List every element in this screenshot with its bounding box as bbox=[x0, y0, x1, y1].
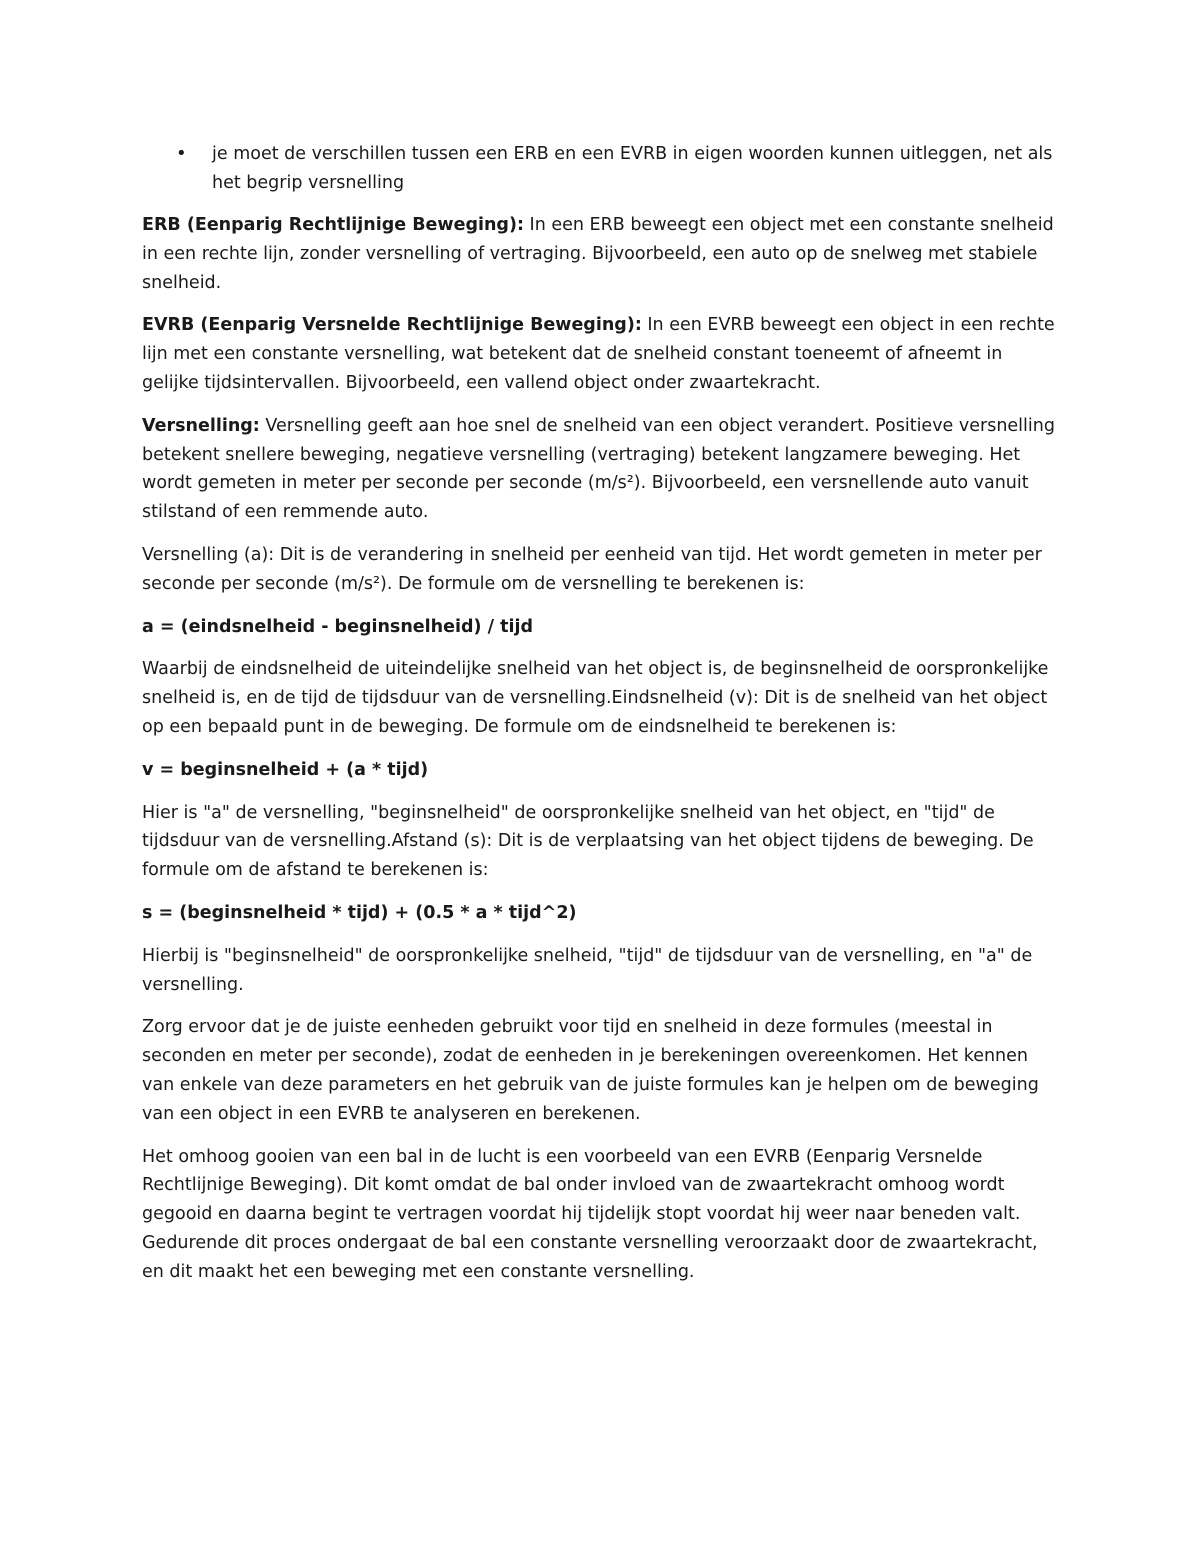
units-note: Zorg ervoor dat je de juiste eenheden gebruikt voor tijd en snelheid in deze formules (meestal in seconden en meter per seconde), zodat de eenheden in je berekeningen overeenkomen. Het kennen van enkele van deze parameters en het gebruik van de juiste formules kan je helpen om de beweging van een object in een EVRB te analyseren en berekenen. bbox=[142, 1017, 1039, 1124]
document-page bbox=[142, 140, 1062, 1301]
acceleration-intro: Versnelling (a): Dit is de verandering in snelheid per eenheid van tijd. Het wordt gemeten in meter per seconde per seconde (m/s²). De formule om de versnelling te berekenen is: bbox=[142, 544, 1042, 594]
formula-acceleration: a = (eindsnelheid - beginsnelheid) / tijd bbox=[142, 616, 533, 637]
bullet-icon: • bbox=[176, 143, 187, 164]
bullet-text: je moet de verschillen tussen een ERB en een EVRB in eigen woorden kunnen uitleggen, net als het begrip versnelling bbox=[212, 144, 1053, 193]
evrb-heading: EVRB (Eenparig Versnelde Rechtlijnige Beweging): bbox=[142, 315, 642, 336]
ball-example: Het omhoog gooien van een bal in de lucht is een voorbeeld van een EVRB (Eenparig Versnelde Rechtlijnige Beweging). Dit komt omdat de bal onder invloed van de zwaartekracht omhoog wordt gegooid en daarna begint te vertragen voordat hij tijdelijk stopt voordat hij weer naar beneden valt. Gedurende dit proces ondergaat de bal een constante versnelling veroorzaakt door de zwaartekracht, en dit maakt het een beweging met een constante versnelling. bbox=[142, 1146, 1038, 1282]
versnelling-paragraph bbox=[142, 412, 1062, 527]
formula-acceleration-explanation: Waarbij de eindsnelheid de uiteindelijke snelheid van het object is, de beginsnelheid de oorspronkelijke snelheid is, en de tijd de tijdsduur van de versnelling.Eindsnelheid (v): Dit is de snelheid van het object op een bepaald punt in de beweging. De formule om de eindsnelheid te berekenen is: bbox=[142, 659, 1049, 737]
formula-distance: s = (beginsnelheid * tijd) + (0.5 * a * tijd^2) bbox=[142, 902, 577, 923]
erb-paragraph bbox=[142, 211, 1062, 297]
formula-distance-explanation: Hierbij is "beginsnelheid" de oorspronkelijke snelheid, "tijd" de tijdsduur van de versnelling, en "a" de versnelling. bbox=[142, 945, 1033, 995]
evrb-text: In een EVRB beweegt een object in een rechte lijn met een constante versnelling, wat betekent dat de snelheid constant toeneemt of afneemt in gelijke tijdsintervallen. Bijvoorbeeld, een vallend object onder zwaartekracht. bbox=[142, 315, 1055, 393]
formula-final-velocity-explanation: Hier is "a" de versnelling, "beginsnelheid" de oorspronkelijke snelheid van het object, en "tijd" de tijdsduur van de versnelling.Afstand (s): Dit is de verplaatsing van het object tijdens de beweging. De formule om de afstand te berekenen is: bbox=[142, 802, 1034, 881]
bullet-list-item bbox=[142, 140, 1062, 197]
formula-final-velocity: v = beginsnelheid + (a * tijd) bbox=[142, 759, 429, 780]
erb-text: In een ERB beweegt een object met een constante snelheid in een rechte lijn, zonder versnelling of vertraging. Bijvoorbeeld, een auto op de snelweg met stabiele snelheid. bbox=[142, 215, 1054, 293]
versnelling-heading: Versnelling: bbox=[142, 415, 260, 436]
versnelling-text: Versnelling geeft aan hoe snel de snelheid van een object verandert. Positieve versnelling betekent snellere beweging, negatieve versnelling (vertraging) betekent langzamere beweging. Het wordt gemeten in meter per seconde per seconde (m/s²). Bijvoorbeeld, een versnellende auto vanuit stilstand of een remmende auto. bbox=[142, 415, 1055, 523]
evrb-paragraph bbox=[142, 311, 1062, 397]
erb-heading: ERB (Eenparig Rechtlijnige Beweging): bbox=[142, 215, 524, 235]
